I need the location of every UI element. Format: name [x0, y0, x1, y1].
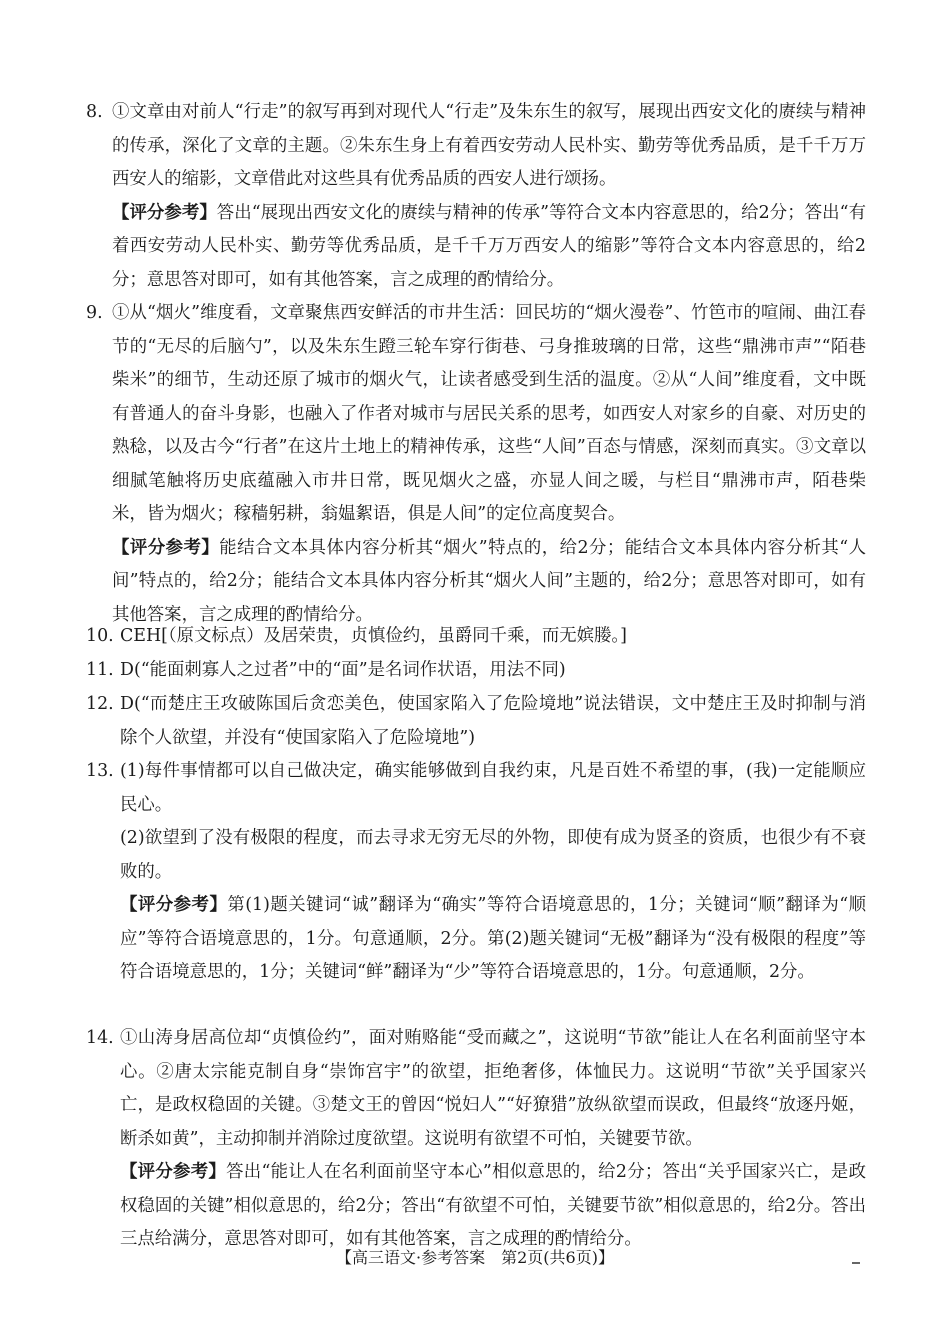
answer-text: ①文章由对前人“行走”的叙写再到对现代人“行走”及朱东生的叙写，展现出西安文化的赓续与精神的传承，深化了文章的主题。②朱东生身上有着西安劳动人民朴实、勤劳等优秀品质，是千千万万西安人的缩影，文章借此对这些具有优秀品质的西安人进行颂扬。: [112, 102, 866, 189]
scoring-text: 第(1)题关键词“诚”翻译为“确实”等符合语境意思的，1分；关键词“顺”翻译为“顺应”等符合语境意思的，1分。句意通顺，2分。第(2)题关键词“无极”翻译为“没有极限的程度”等符合语境意思的，1分；关键词“鲜”翻译为“少”等符合语境意思的，1分。句意通顺，2分。: [120, 895, 866, 982]
item-number: 10.: [86, 626, 114, 646]
answer-item-12: [86, 688, 866, 755]
scoring-reference: [112, 532, 866, 633]
answer-text: D(“能面刺寡人之过者”中的“面”是名词作状语，用法不同): [120, 660, 566, 680]
answer-text: D(“而楚庄王攻破陈国后贪恋美色，使国家陷入了危险境地”说法错误，文中楚庄王及时抑制与消除个人欲望，并没有“使国家陷入了危险境地”): [120, 694, 866, 748]
scoring-label: 【评分参考】: [120, 895, 228, 915]
answer-item-8: [86, 96, 866, 297]
scoring-text: 能结合文本具体内容分析其“烟火”特点的，给2分；能结合文本具体内容分析其“人间”特点的，给2分；能结合文本具体内容分析其“烟火人间”主题的，给2分；意思答对即可，如有其他答案，言之成理的酌情给分。: [112, 537, 866, 625]
item-number: 8.: [86, 102, 103, 122]
scoring-reference: [120, 1156, 866, 1257]
item-number: 14.: [86, 1028, 114, 1048]
scoring-label: 【评分参考】: [120, 1162, 227, 1182]
scoring-label: 【评分参考】: [112, 202, 217, 223]
corner-mark: [852, 1262, 860, 1264]
scoring-reference: [112, 197, 866, 298]
answer-text: CEH[（原文标点）及居荣贵，贞慎俭约，虽爵同千乘，而无嫔媵。]: [120, 626, 627, 646]
item-number: 11.: [86, 660, 114, 680]
scoring-reference: [120, 889, 866, 990]
answer-item-13: [86, 755, 866, 990]
answer-text: ①从“烟火”维度看，文章聚焦西安鲜活的市井生活：回民坊的“烟火漫卷”、竹笆市的喧闹、曲江春节的“无尽的后脑勺”，以及朱东生蹬三轮车穿行街巷、弓身推玻璃的日常，这些“鼎沸市声”“陌巷柴米”的细节，生动还原了城市的烟火气，让读者感受到生活的温度。②从“人间”维度看，文中既有普通人的奋斗身影，也融入了作者对城市与居民关系的思考，如西安人对家乡的自豪、对历史的熟稔，以及古今“行者”在这片土地上的精神传承，这些“人间”百态与情感，深刻而真实。③文章以细腻笔触将历史底蕴融入市井日常，既见烟火之盛，亦显人间之暖，与栏目“鼎沸市声，陌巷柴米，皆为烟火；稼穑躬耕，翁媪絮语，俱是人间”的定位高度契合。: [112, 303, 866, 524]
page-footer: 【高三语文·参考答案 第2页(共6页)】: [336, 1248, 614, 1267]
answer-item-10: [86, 620, 866, 654]
answer-text: ①山涛身居高位却“贞慎俭约”，面对贿赂能“受而藏之”，这说明“节欲”能让人在名利面前坚守本心。②唐太宗能克制自身“崇饰宫宇”的欲望，拒绝奢侈，体恤民力。这说明“节欲”关乎国家兴亡，是政权稳固的关键。③楚文王的曾因“悦妇人”“好獠猎”放纵欲望而误政，但最终“放逐丹姬，断杀如黄”，主动抑制并消除过度欲望。这说明有欲望不可怕，关键要节欲。: [120, 1028, 866, 1149]
answer-item-9: [86, 297, 866, 632]
answer-item-14: [86, 1022, 866, 1257]
answer-text: (2)欲望到了没有极限的程度，而去寻求无穷无尽的外物，即使有成为贤圣的资质，也很少有不衰败的。: [120, 828, 866, 882]
item-number: 12.: [86, 694, 114, 714]
item-number: 9.: [86, 303, 103, 323]
scoring-text: 答出“能让人在名利面前坚守本心”相似意思的，给2分；答出“关乎国家兴亡，是政权稳固的关键”相似意思的，给2分；答出“有欲望不可怕，关键要节欲”相似意思的，给2分。答出三点给满分，意思答对即可，如有其他答案，言之成理的酌情给分。: [120, 1162, 866, 1249]
answer-item-11: [86, 654, 866, 688]
answer-text: (1)每件事情都可以自己做决定，确实能够做到自我约束，凡是百姓不希望的事，(我)一定能顺应民心。: [120, 761, 866, 815]
scoring-label: 【评分参考】: [112, 537, 220, 558]
item-number: 13.: [86, 761, 114, 781]
scoring-text: 答出“展现出西安文化的赓续与精神的传承”等符合文本内容意思的，给2分；答出“有着西安劳动人民朴实、勤劳等优秀品质，是千千万万西安人的缩影”等符合文本内容意思的，给2分；意思答对即可，如有其他答案，言之成理的酌情给分。: [112, 202, 866, 290]
